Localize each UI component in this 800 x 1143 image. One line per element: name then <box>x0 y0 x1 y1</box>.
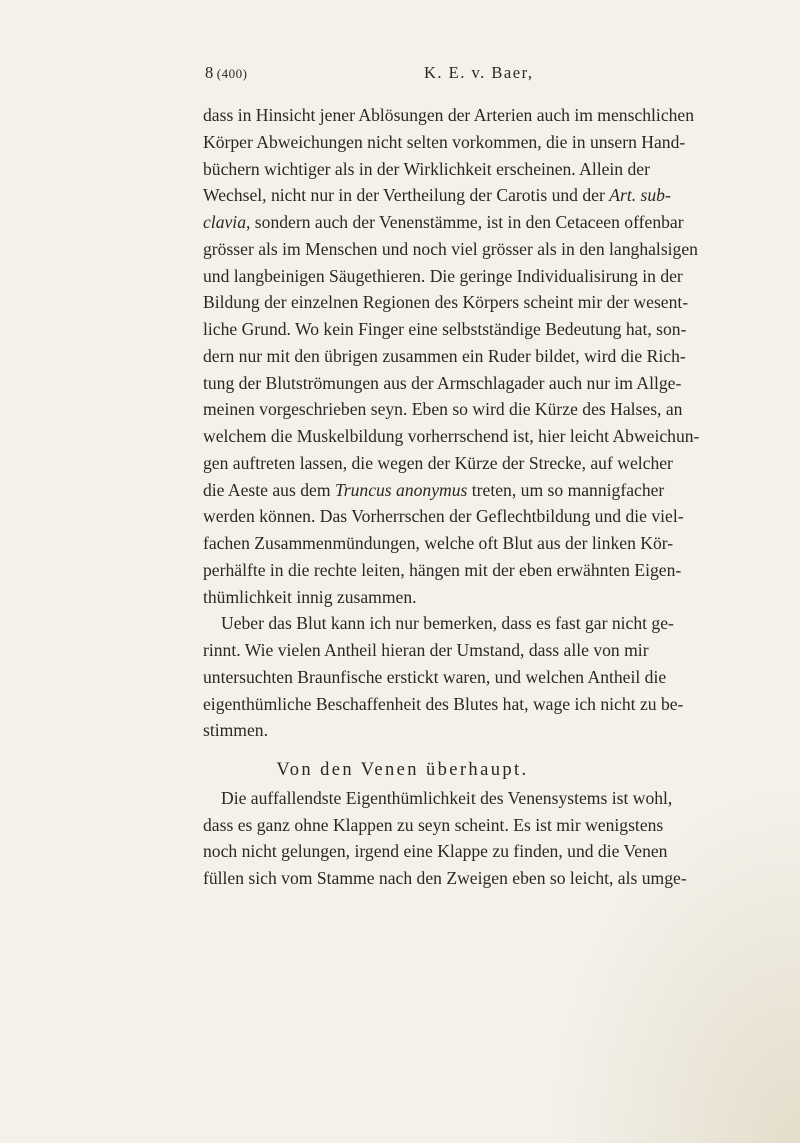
text-line: rinnt. Wie vielen Antheil hieran der Umstand, dass alle von mir <box>203 640 649 660</box>
text-line: liche Grund. Wo kein Finger eine selbstständige Bedeutung hat, son- <box>203 319 687 339</box>
text-line: Bildung der einzelnen Regionen des Körpers scheint mir der wesent- <box>203 292 689 313</box>
text-line: welchem die Muskelbildung vorherrschend ist, hier leicht Abweichun- <box>203 426 700 446</box>
text-line: dass es ganz ohne Klappen zu seyn scheint. Es ist mir wenigstens <box>203 814 664 835</box>
text-line: noch nicht gelungen, irgend eine Klappe zu finden, und die Venen <box>203 841 668 862</box>
text-line: dass in Hinsicht jener Ablösungen der Arterien auch im menschlichen <box>203 105 695 125</box>
text-line: meinen vorgeschrieben seyn. Eben so wird die Kürze des Halses, an <box>203 399 683 420</box>
body-text <box>203 102 700 892</box>
text-line: Die auffallendste Eigenthümlichkeit des Venensystems ist wohl, <box>221 787 673 808</box>
running-title: K. E. v. Baer, <box>424 63 534 82</box>
text-line: die Aeste aus dem Truncus anonymus treten, um so mannigfacher <box>203 479 665 500</box>
paragraph-3 <box>203 785 687 892</box>
text-line: gen auftreten lassen, die wegen der Kürze der Strecke, auf welcher <box>203 452 673 473</box>
spacer <box>203 744 602 752</box>
paragraph-1 <box>203 102 700 610</box>
original-page-number: (400) <box>216 66 248 81</box>
text-line: clavia, sondern auch der Venenstämme, ist in den Cetaceen offenbar <box>203 212 684 232</box>
text-line: eigenthümliche Beschaffenheit des Blutes hat, wage ich nicht zu be- <box>203 693 684 714</box>
text-line: büchern wichtiger als in der Wirklichkeit erscheinen. Allein der <box>203 158 650 179</box>
italic-term: Art. sub- <box>609 185 671 206</box>
italic-term: clavia, <box>203 212 251 232</box>
italic-term: Truncus anonymus <box>334 479 468 500</box>
text-line: Ueber das Blut kann ich nur bemerken, dass es fast gar nicht ge- <box>221 613 674 634</box>
page-number: 8 (400) <box>205 63 248 82</box>
text-line: Körper Abweichungen nicht selten vorkommen, die in unsern Hand- <box>203 131 686 152</box>
text-line: grösser als im Menschen und noch viel grösser als in den langhalsigen <box>203 238 698 259</box>
text-line: und langbeinigen Säugethieren. Die geringe Individualisirung in der <box>203 265 683 286</box>
text-line: stimmen. <box>203 720 268 741</box>
text-line: Wechsel, nicht nur in der Vertheilung der Carotis und der Art. sub- <box>203 185 671 206</box>
section-heading: Von den Venen überhaupt. <box>276 760 529 780</box>
text-line: perhälfte in die rechte leiten, hängen mit der eben erwähnten Eigen- <box>203 559 682 580</box>
text-line: tung der Blutströmungen aus der Armschlagader auch nur im Allge- <box>203 372 682 393</box>
running-head <box>205 63 600 85</box>
text-line: werden können. Das Vorherrschen der Geflechtbildung und die viel- <box>203 506 684 527</box>
paragraph-2 <box>203 610 684 744</box>
text-line: untersuchten Braunfische erstickt waren, und welchen Antheil die <box>203 666 667 687</box>
text-line: fachen Zusammenmündungen, welche oft Blut aus der linken Kör- <box>203 533 674 553</box>
text-line: thümlichkeit innig zusammen. <box>203 586 417 607</box>
text-line: füllen sich vom Stamme nach den Zweigen eben so leicht, als umge- <box>203 868 687 888</box>
text-line: dern nur mit den übrigen zusammen ein Ruder bildet, wird die Rich- <box>203 345 686 366</box>
